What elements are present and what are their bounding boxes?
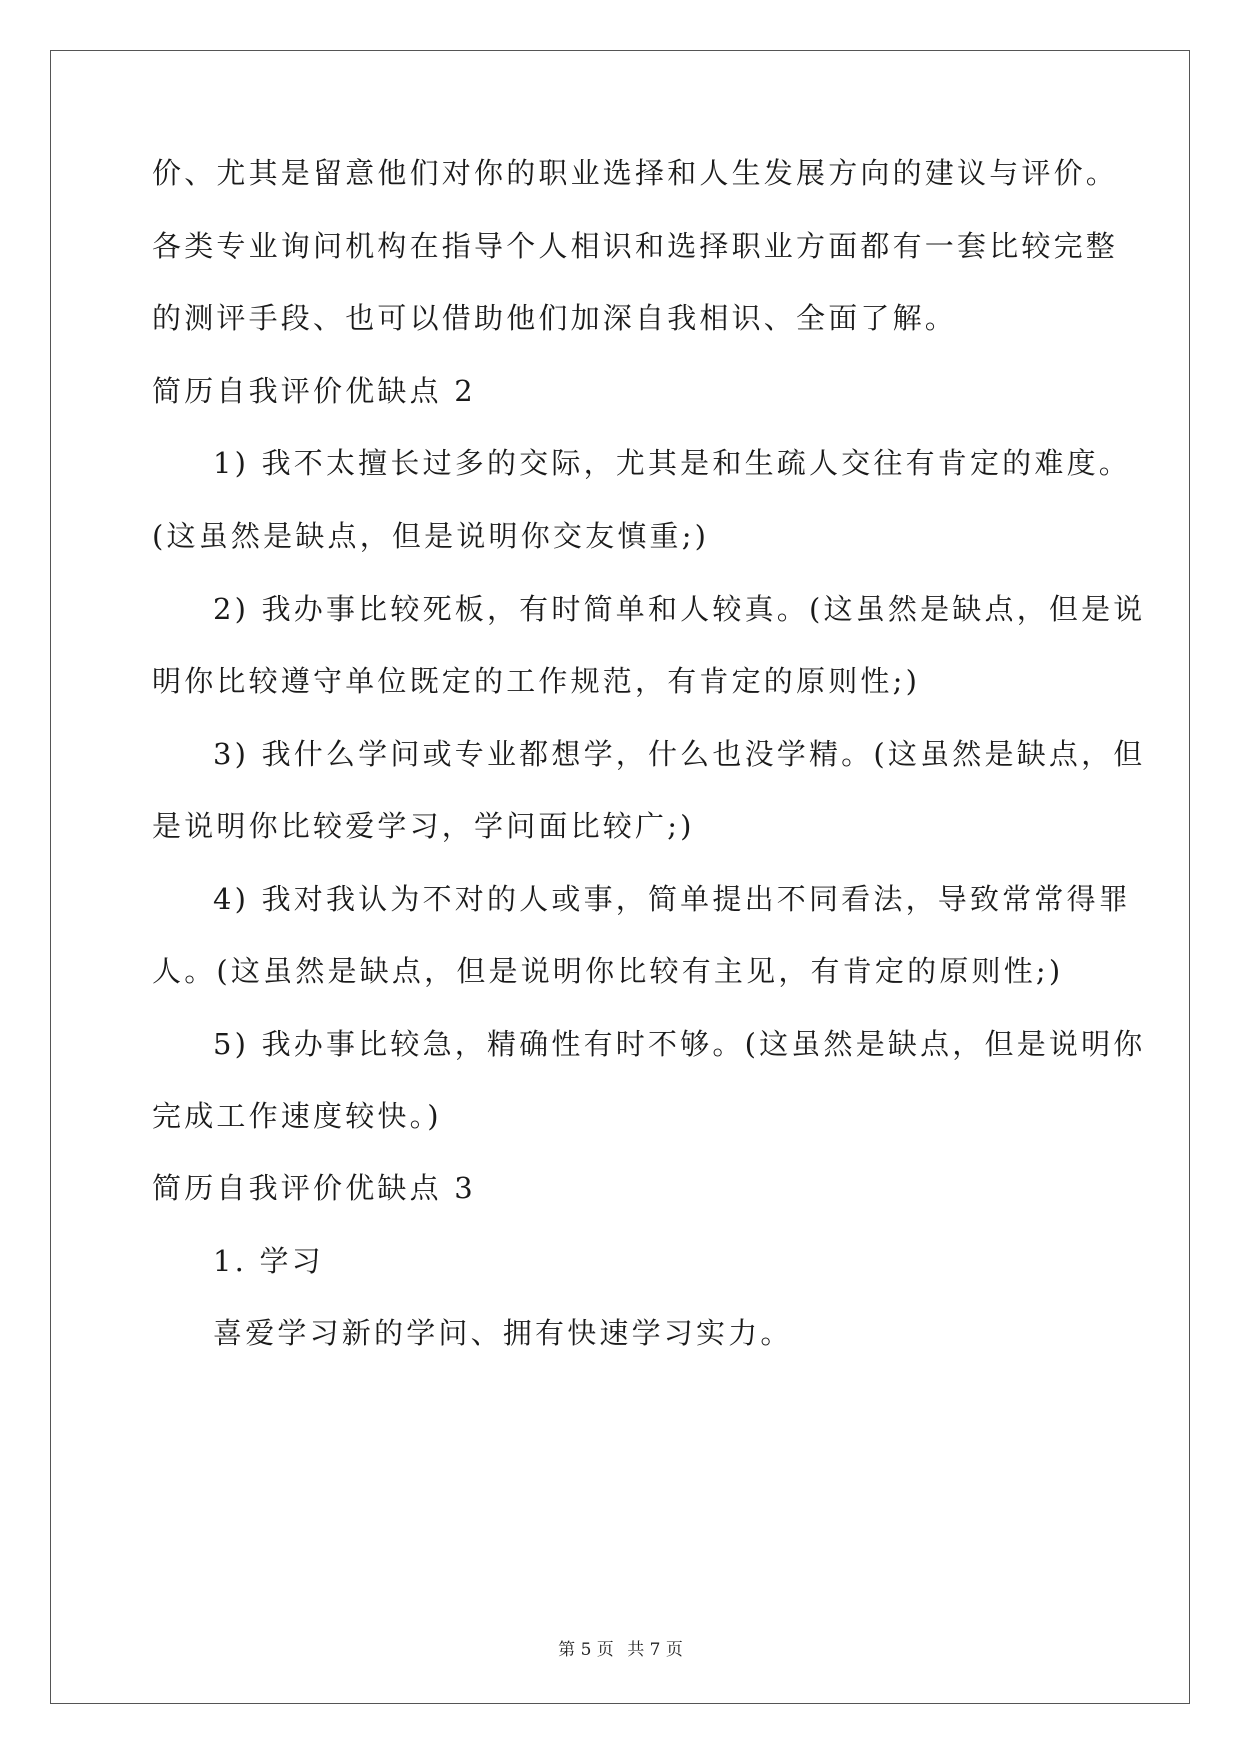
study-paragraph: 喜爱学习新的学问、拥有快速学习实力。 bbox=[213, 1316, 793, 1350]
page-number: 第 5 页 bbox=[558, 1640, 614, 1660]
item-2-line-1: 2) 我办事比较死板，有时简单和人较真。(这虽然是缺点，但是说 bbox=[213, 592, 1146, 626]
subsection-heading-study: 1. 学习 bbox=[213, 1244, 324, 1278]
body-line-2: 各类专业询问机构在指导个人相识和选择职业方面都有一套比较完整 bbox=[152, 229, 1119, 263]
item-1-line-1: 1) 我不太擅长过多的交际，尤其是和生疏人交往有肯定的难度。 bbox=[213, 446, 1131, 480]
section-heading-2: 简历自我评价优缺点 2 bbox=[152, 374, 476, 408]
page-footer bbox=[0, 1638, 1241, 1662]
section-heading-3: 简历自我评价优缺点 3 bbox=[152, 1171, 476, 1205]
item-1-line-2: (这虽然是缺点，但是说明你交友慎重;) bbox=[152, 519, 710, 553]
item-3-line-2: 是说明你比较爱学习，学问面比较广;) bbox=[152, 809, 695, 843]
body-line-1: 价、尤其是留意他们对你的职业选择和人生发展方向的建议与评价。 bbox=[152, 156, 1119, 190]
item-3-line-1: 3) 我什么学问或专业都想学，什么也没学精。(这虽然是缺点，但 bbox=[213, 737, 1146, 771]
body-line-3: 的测评手段、也可以借助他们加深自我相识、全面了解。 bbox=[152, 301, 958, 335]
item-2-line-2: 明你比较遵守单位既定的工作规范，有肯定的原则性;) bbox=[152, 664, 921, 698]
item-5-line-2: 完成工作速度较快。) bbox=[152, 1099, 442, 1133]
item-5-line-1: 5) 我办事比较急，精确性有时不够。(这虽然是缺点，但是说明你 bbox=[213, 1027, 1146, 1061]
item-4-line-2: 人。(这虽然是缺点，但是说明你比较有主见，有肯定的原则性;) bbox=[152, 954, 1064, 988]
item-4-line-1: 4) 我对我认为不对的人或事，简单提出不同看法，导致常常得罪 bbox=[213, 882, 1131, 916]
page-total: 共 7 页 bbox=[627, 1640, 683, 1660]
